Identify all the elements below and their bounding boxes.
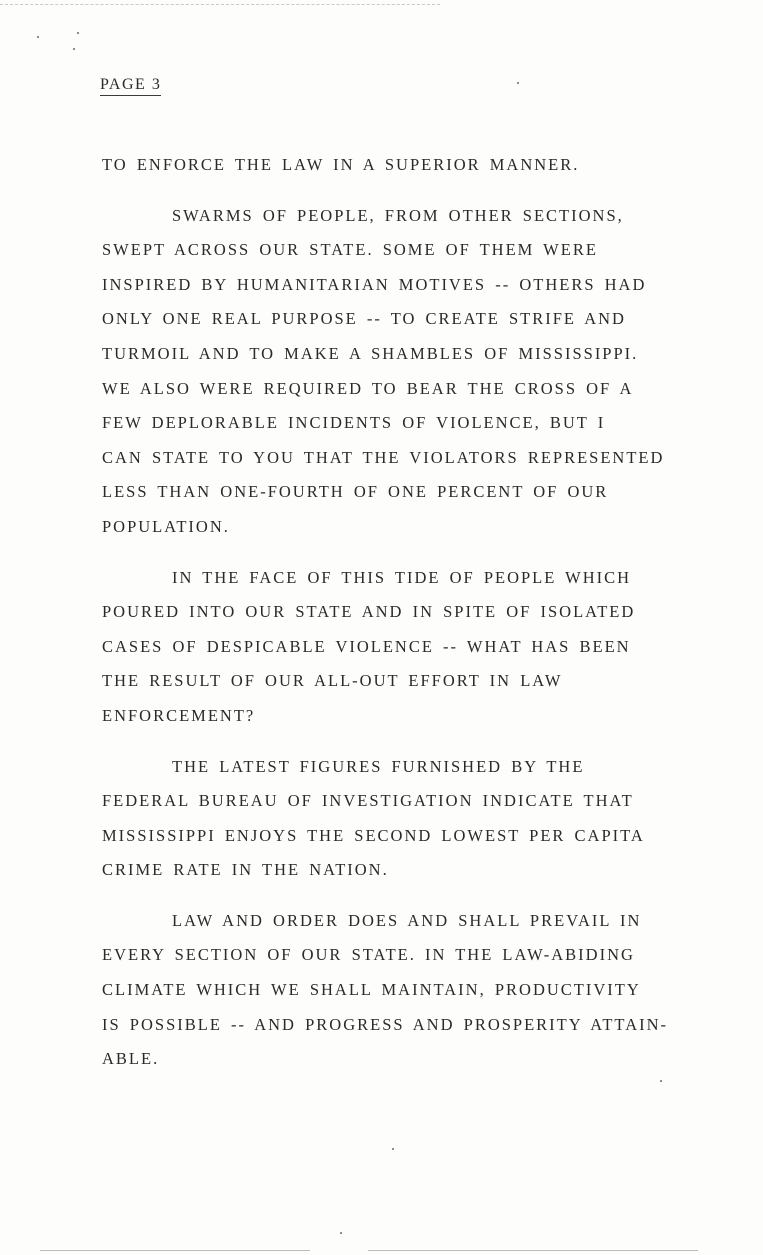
paragraph-gap	[102, 545, 742, 561]
paragraph	[102, 148, 742, 183]
text-line: CRIME RATE IN THE NATION.	[102, 860, 389, 880]
text-line: CASES OF DESPICABLE VIOLENCE -- WHAT HAS BEEN	[102, 636, 631, 656]
text-line: INSPIRED BY HUMANITARIAN MOTIVES -- OTHERS HAD	[102, 274, 647, 294]
text-line: POPULATION.	[102, 516, 230, 536]
text-line: EVERY SECTION OF OUR STATE. IN THE LAW-ABIDING	[102, 945, 635, 965]
paragraph-gap	[102, 183, 742, 199]
bottom-edge-line	[40, 1250, 310, 1251]
text-line: ONLY ONE REAL PURPOSE -- TO CREATE STRIFE AND	[102, 309, 626, 329]
text-line: FEW DEPLORABLE INCIDENTS OF VIOLENCE, BUT I	[102, 413, 606, 433]
body-text	[102, 148, 742, 1077]
paragraph-gap	[102, 888, 742, 904]
scan-speck	[392, 1148, 394, 1150]
text-line: MISSISSIPPI ENJOYS THE SECOND LOWEST PER CAPITA	[102, 825, 645, 845]
text-line: IN THE FACE OF THIS TIDE OF PEOPLE WHICH	[172, 567, 632, 587]
scan-speck	[517, 82, 519, 84]
text-line: LESS THAN ONE-FOURTH OF ONE PERCENT OF OUR	[102, 482, 609, 502]
text-line: POURED INTO OUR STATE AND IN SPITE OF ISOLATED	[102, 602, 636, 622]
text-line: TO ENFORCE THE LAW IN A SUPERIOR MANNER.	[102, 155, 580, 174]
text-line: ABLE.	[102, 1049, 160, 1069]
paragraph	[102, 199, 742, 545]
paragraph	[102, 904, 742, 1077]
paragraph	[102, 750, 742, 888]
text-line: LAW AND ORDER DOES AND SHALL PREVAIL IN	[172, 910, 642, 930]
text-line: THE LATEST FIGURES FURNISHED BY THE	[172, 756, 585, 776]
scan-speck	[340, 1232, 342, 1234]
text-line: CAN STATE TO YOU THAT THE VIOLATORS REPRESENTED	[102, 447, 665, 467]
text-line: SWEPT ACROSS OUR STATE. SOME OF THEM WERE	[102, 240, 598, 260]
page-number-label: PAGE 3	[100, 76, 161, 96]
text-line: CLIMATE WHICH WE SHALL MAINTAIN, PRODUCTIVITY	[102, 980, 641, 1000]
scan-speck	[37, 36, 39, 38]
text-line: TURMOIL AND TO MAKE A SHAMBLES OF MISSISSIPPI.	[102, 343, 639, 363]
scan-speck	[73, 48, 75, 50]
paragraph-gap	[102, 734, 742, 750]
text-line: WE ALSO WERE REQUIRED TO BEAR THE CROSS OF A	[102, 378, 634, 398]
scan-speck	[660, 1080, 662, 1082]
text-line: SWARMS OF PEOPLE, FROM OTHER SECTIONS,	[172, 205, 624, 225]
paragraph	[102, 561, 742, 734]
scan-speck	[77, 32, 79, 34]
bottom-edge-line	[368, 1250, 698, 1251]
text-line: FEDERAL BUREAU OF INVESTIGATION INDICATE THAT	[102, 791, 634, 811]
text-line: THE RESULT OF OUR ALL-OUT EFFORT IN LAW	[102, 671, 563, 691]
text-line: ENFORCEMENT?	[102, 705, 256, 725]
text-line: IS POSSIBLE -- AND PROGRESS AND PROSPERITY ATTAIN-	[102, 1014, 669, 1034]
top-edge-line	[0, 4, 440, 5]
